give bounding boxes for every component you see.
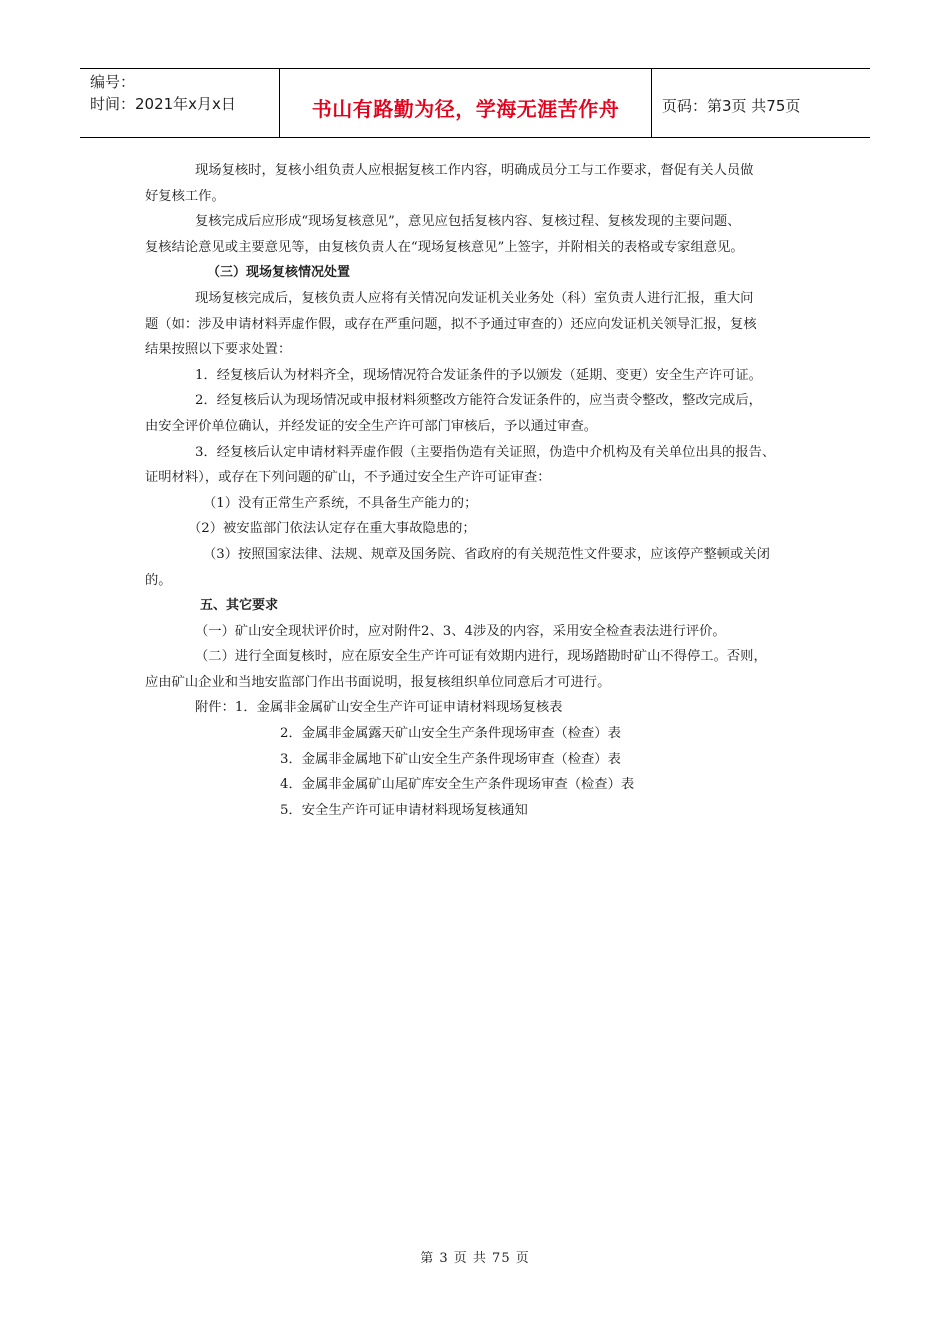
sub-item: （3）按照国家法律、法规、规章及国务院、省政府的有关规范性文件要求，应该停产整顿或关闭 bbox=[203, 546, 770, 562]
section-heading: （三）现场复核情况处置 bbox=[207, 265, 351, 281]
number-label: 编号： bbox=[90, 73, 136, 91]
document-body bbox=[145, 158, 815, 823]
list-item: 1．经复核后认为材料齐全，现场情况符合发证条件的予以颁发（延期、变更）安全生产许可证。 bbox=[195, 367, 762, 383]
paragraph: 现场复核时，复核小组负责人应根据复核工作内容，明确成员分工与工作要求，督促有关人员做 bbox=[195, 163, 754, 178]
paragraph: 现场复核完成后，复核负责人应将有关情况向发证机关业务处（科）室负责人进行汇报，重大问 bbox=[195, 290, 754, 306]
list-item: 3．经复核后认定申请材料弄虚作假（主要指伪造有关证照，伪造中介机构及有关单位出具的报告、 bbox=[195, 444, 776, 460]
sub-item-continued: 的。 bbox=[145, 572, 172, 588]
paragraph: 复核完成后应形成“现场复核意见”，意见应包括复核内容、复核过程、复核发现的主要问题、 bbox=[195, 214, 741, 230]
time-label: 时间：2021年x月x日 bbox=[90, 95, 236, 113]
requirement-item: （二）进行全面复核时，应在原安全生产许可证有效期内进行，现场踏勘时矿山不得停工。否则， bbox=[195, 649, 767, 665]
attachment-item: 5．安全生产许可证申请材料现场复核通知 bbox=[280, 802, 528, 818]
list-item-continued: 证明材料），或存在下列问题的矿山，不予通过安全生产许可证审查： bbox=[145, 470, 551, 486]
attachment-item: 4．金属非金属矿山尾矿库安全生产条件现场审查（检查）表 bbox=[280, 777, 635, 793]
list-item: 2．经复核后认为现场情况或申报材料须整改方能符合发证条件的，应当责令整改，整改完成后， bbox=[195, 393, 762, 409]
paragraph-continued: 好复核工作。 bbox=[145, 188, 225, 204]
header-meta bbox=[80, 69, 280, 137]
paragraph-continued: 题（如：涉及申请材料弄虚作假，或存在严重问题，拟不予通过审查的）还应向发证机关领导汇报，复核 bbox=[145, 316, 757, 332]
page-header bbox=[80, 68, 870, 138]
attachment-item: 2．金属非金属露天矿山安全生产条件现场审查（检查）表 bbox=[280, 726, 621, 742]
page-footer: 第 3 页 共 75 页 bbox=[420, 1251, 530, 1266]
sub-item: （1）没有正常生产系统，不具备生产能力的； bbox=[203, 495, 478, 511]
sub-item: （2）被安监部门依法认定存在重大事故隐患的； bbox=[188, 521, 476, 537]
attachment-item: 3．金属非金属地下矿山安全生产条件现场审查（检查）表 bbox=[280, 751, 621, 767]
paragraph-continued: 结果按照以下要求处置： bbox=[145, 342, 292, 358]
section-heading: 五、其它要求 bbox=[200, 598, 279, 614]
paragraph-continued: 复核结论意见或主要意见等，由复核负责人在“现场复核意见”上签字，并附相关的表格或专家组意见。 bbox=[145, 239, 744, 255]
list-item-continued: 由安全评价单位确认，并经发证的安全生产许可部门审核后，予以通过审查。 bbox=[145, 418, 598, 434]
header-page-info: 页码：第3页 共75页 bbox=[662, 96, 801, 115]
header-motto: 书山有路勤为径，学海无涯苦作舟 bbox=[280, 69, 652, 137]
requirement-item: （一）矿山安全现状评价时，应对附件2、3、4涉及的内容，采用安全检查表法进行评价。 bbox=[195, 623, 726, 639]
requirement-item-continued: 应由矿山企业和当地安监部门作出书面说明，报复核组织单位同意后才可进行。 bbox=[145, 674, 611, 690]
attachment-item: 附件：1．金属非金属矿山安全生产许可证申请材料现场复核表 bbox=[195, 700, 563, 716]
